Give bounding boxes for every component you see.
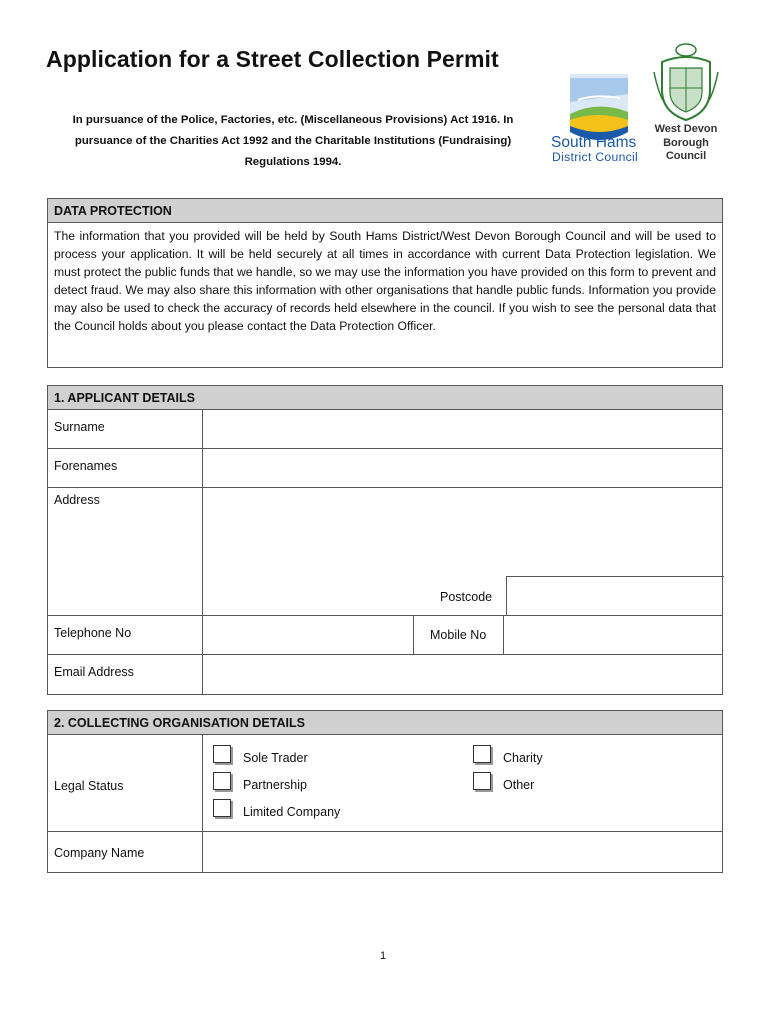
forenames-field[interactable] — [203, 449, 722, 487]
limited-company-checkbox[interactable] — [213, 799, 231, 817]
email-row — [48, 655, 722, 694]
applicant-heading: 1. APPLICANT DETAILS — [48, 386, 722, 410]
south-hams-council: District Council — [552, 150, 639, 164]
option-other[interactable]: Other — [473, 772, 534, 792]
option-charity[interactable]: Charity — [473, 745, 543, 765]
surname-row — [48, 410, 722, 449]
applicant-section — [47, 385, 723, 695]
option-partnership[interactable]: Partnership — [213, 772, 307, 792]
page-number: 1 — [380, 950, 387, 962]
address-label: Address — [48, 488, 203, 616]
option-sole-trader[interactable]: Sole Trader — [213, 745, 308, 765]
company-name-field[interactable] — [203, 832, 722, 872]
postcode-field[interactable] — [506, 576, 724, 616]
legal-status-label: Legal Status — [48, 735, 203, 832]
data-protection-text: The information that you provided will be held by South Hams District/West Devon Borough Council and will be used to process your application. It will be held securely at all times in accordance with current Data Protection legislation. We must protect the public funds that we handle, so we may use the information you have provided on this form to prevent and detect fraud. We may also share this information with other organisations that handle public funds. Information you provide may also be used to check the accuracy of records held elsewhere in the council. If you wish to see the personal data that the Council holds about you please contact the Data Protection Officer. — [54, 229, 716, 333]
legislation-subtitle: In pursuance of the Police, Factories, etc. (Miscellaneous Provisions) Act 1916. In pursuance of the Charities Act 1992 and the Charitable Institutions (Fundraising) Regulations 1994. — [72, 114, 514, 168]
surname-label: Surname — [48, 410, 203, 448]
legal-status-options — [203, 735, 722, 831]
legal-status-row — [48, 735, 722, 832]
telephone-field[interactable] — [203, 616, 414, 654]
email-field[interactable] — [203, 655, 722, 694]
forenames-label: Forenames — [48, 449, 203, 487]
south-hams-name: South Hams — [551, 134, 637, 151]
telephone-label: Telephone No — [48, 616, 203, 654]
mobile-field[interactable] — [504, 616, 722, 654]
page-title: Application for a Street Collection Permit — [46, 46, 499, 72]
postcode-label: Postcode — [440, 590, 493, 604]
forenames-row — [48, 449, 722, 488]
company-name-row — [48, 832, 722, 872]
charity-checkbox[interactable] — [473, 745, 491, 763]
mobile-label: Mobile No — [414, 616, 504, 654]
sole-trader-checkbox[interactable] — [213, 745, 231, 763]
address-row — [48, 488, 722, 616]
organisation-heading: 2. COLLECTING ORGANISATION DETAILS — [48, 711, 722, 735]
company-name-label: Company Name — [48, 832, 203, 872]
data-protection-section — [47, 198, 723, 368]
organisation-section — [47, 710, 723, 873]
other-checkbox[interactable] — [473, 772, 491, 790]
partnership-checkbox[interactable] — [213, 772, 231, 790]
west-devon-name: West Devon Borough Council — [654, 123, 718, 162]
option-limited-company[interactable]: Limited Company — [213, 799, 340, 819]
west-devon-crest-icon — [652, 42, 720, 124]
data-protection-heading: DATA PROTECTION — [48, 199, 722, 223]
telephone-row — [48, 616, 722, 655]
email-label: Email Address — [48, 655, 203, 694]
surname-field[interactable] — [203, 410, 722, 448]
